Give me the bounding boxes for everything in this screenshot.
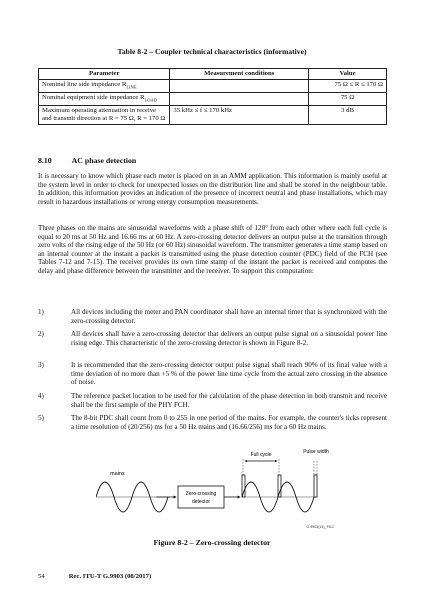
- page-footer: [38, 573, 151, 580]
- coupler-characteristics-table: [38, 68, 387, 125]
- list-item-text: It is recommended that the zero-crossing detector output pulse signal shall reach 90% of its final value with a time deviation of no more than +5 % of the power line time cycle from the actual zero crossing in the absence of noise.: [71, 361, 387, 387]
- mains-label: mains: [110, 471, 125, 477]
- detector-label-line1: Zero-crossing: [185, 491, 217, 497]
- list-item-number: 3): [38, 361, 44, 369]
- paragraph-intro: It is necessary to know which phase each meter is placed on in an AMM application. This information is mainly useful at the system level in order to check for unexpected losses on the distribution line and shall be stored in the neighbour table. In addition, this information provides an indication of the presence of incorrect neutral and phase installations, which may result in hazardous installations or wrong energy consumption measurements.: [38, 172, 387, 206]
- table-cell-conditions: 35 kHz ≤ f ≤ 170 kHz: [170, 106, 309, 125]
- table-cell-value: 75 Ω ≤ R ≤ 170 Ω: [309, 79, 387, 92]
- list-item-number: 2): [38, 330, 44, 338]
- section-heading: [38, 156, 136, 165]
- figure-id: G.9903(14)_F8-2: [306, 525, 334, 529]
- table-cell-parameter: Nominal line side impedance $R_{LINE}$: [39, 79, 170, 92]
- pulse-width-label: Pulse width: [303, 449, 329, 455]
- table-row: [39, 79, 387, 92]
- zero-crossing-figure: [96, 447, 336, 533]
- figure-caption: Figure 8-2 – Zero-crossing detector: [153, 538, 271, 547]
- table-header-value: Value: [309, 69, 387, 80]
- section-title: AC phase detection: [71, 156, 137, 165]
- list-item-text: The 8-bit PDC shall count from 0 to 255 in one period of the mains. For example, the counter's ticks represent a time resolution of (20/256) ms for a 50 Hz mains and (16.66/256) ms for a 60 Hz mains.: [71, 414, 387, 431]
- list-item-number: 5): [38, 414, 44, 422]
- paragraph-phases: Three phases on the mains are sinusoidal waveforms with a phase shift of 120° from each other where each full cycle is equal to 20 ms at 50 Hz and 16.66 ms at 60 Hz. A zero-crossing detector delivers an output pulse at the transition through zero volts of the rising edge of the 50 Hz (or 60 Hz) sinusoidal waveform. The transmitter generates a time stamp based on an internal counter at the instant a packet is transmitted using the phase detection counter (PDC) field of the FCH (see Tables 7-12 and 7-15). The receiver provides its own time stamp of the instant the packet is received and computes the delay and phase difference between the transmitter and the receiver. To support this computation:: [38, 224, 387, 275]
- table-header-parameter: Parameter: [39, 69, 170, 80]
- table-cell-conditions: [170, 79, 309, 92]
- table-header-row: [39, 69, 387, 80]
- table-cell-conditions: [170, 92, 309, 105]
- table-row: [39, 106, 387, 125]
- table-cell-value: 75 Ω: [309, 92, 387, 105]
- list-item-number: 1): [38, 308, 44, 316]
- table-cell-value: 3 dB: [309, 106, 387, 125]
- list-item-text: The reference packet location to be used for the calculation of the phase detection in both transmit and receive shall be the first sample of the PHY FCH.: [71, 392, 387, 409]
- table-cell-parameter: Nominal equipment side impedance $R_{LOAD}$: [39, 92, 170, 105]
- table-row: [39, 92, 387, 105]
- table-caption: Table 8-2 – Coupler technical characteristics (informative): [117, 47, 307, 56]
- document-reference: Rec. ITU-T G.9903 (08/2017): [68, 573, 152, 580]
- list-item-number: 4): [38, 392, 44, 400]
- table-cell-parameter: Maximum operating attenuation in receive and transmit direction at R = 75 Ω, R = 170 Ω: [39, 106, 170, 125]
- list-item-text: All devices including the meter and PAN coordinator shall have an internal timer that is synchronized with the zero-crossing detector.: [71, 308, 387, 325]
- list-item-text: All devices shall have a zero-crossing detector that delivers an output pulse signal on a sinusoidal power line rising edge. This characteristic of the zero-crossing detector is shown in Figure 8-2.: [71, 330, 387, 347]
- table-header-conditions: Measurement conditions: [170, 69, 309, 80]
- detector-label-line2: detector: [191, 499, 211, 505]
- page-number: 54: [38, 573, 45, 580]
- full-cycle-label: Full cycle: [250, 452, 272, 458]
- pulse-3: [314, 475, 317, 497]
- section-number: 8.10: [38, 156, 52, 165]
